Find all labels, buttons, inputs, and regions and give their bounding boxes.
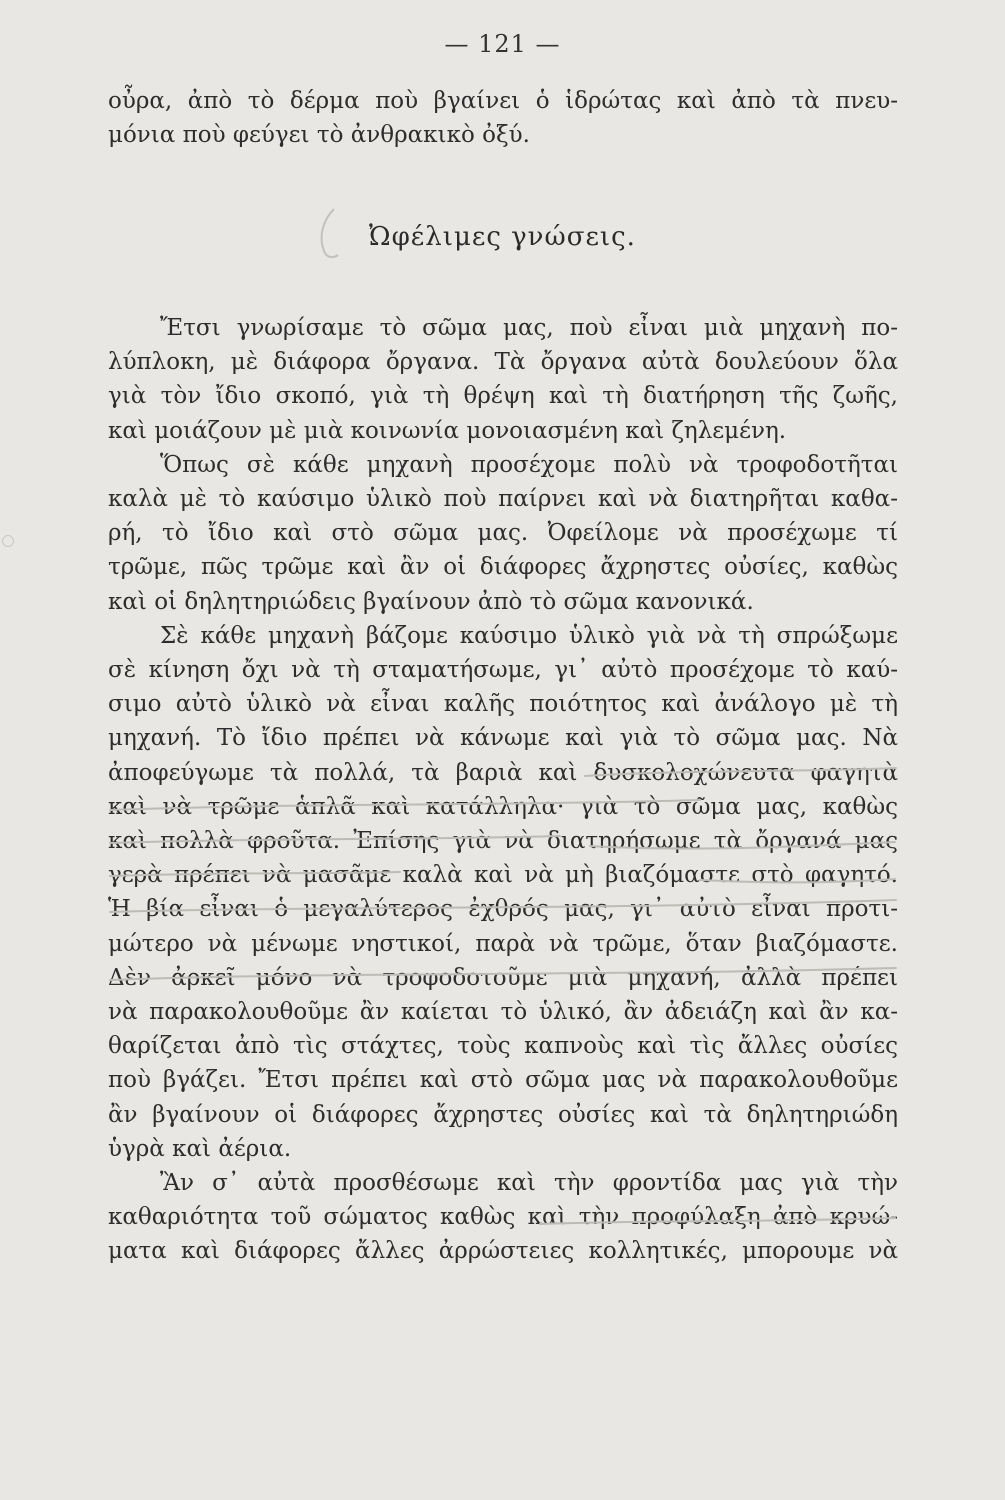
text-line: γιὰ τὸν ἴδιο σκοπό, γιὰ τὴ θρέψη καὶ τὴ διατήρηση τῆς ζωῆς, <box>108 383 898 410</box>
text-line: καὶ μοιάζουν μὲ μιὰ κοινωνία μονοιασμένη καὶ ζηλεμένη. <box>108 417 787 444</box>
text-line: Ὅπως σὲ κάθε μηχανὴ προσέχομε πολὺ νὰ τροφοδοτῆται <box>160 451 898 478</box>
text-line: οὖρα, ἀπὸ τὸ δέρμα ποὺ βγαίνει ὁ ἱδρώτας καὶ ἀπὸ τὰ πνευ- <box>108 88 898 114</box>
text-line: ρή, τὸ ἴδιο καὶ στὸ σῶμα μας. Ὀφείλομε νὰ προσέχωμε τί <box>108 520 898 547</box>
text-line: ἂν βγαίνουν οἱ διάφορες ἄχρηστες οὐσίες καὶ τὰ δηλητηριώδη <box>108 1101 898 1128</box>
page-number: — 121 — <box>444 30 561 58</box>
text-line: γερὰ πρέπει νὰ μασᾶμε καλὰ καὶ νὰ μὴ βιαζόμαστε στὸ φαγητό. <box>108 862 898 889</box>
section-heading: Ὠφέλιμες γνώσεις. <box>369 222 636 252</box>
text-line: Δὲν ἀρκεῖ μόνο νὰ τροφοδοτοῦμε μιὰ μηχανή, ἀλλὰ πρέπει <box>108 964 898 991</box>
text-line: λύπλοκη, μὲ διάφορα ὄργανα. Τὰ ὄργανα αὐτὰ δουλεύουν ὅλα <box>108 349 898 376</box>
text-line: καθαριότητα τοῦ σώματος καθὼς καὶ τὴν προφύλαξη ἀπὸ κρυώ- <box>108 1204 898 1231</box>
text-line: τρῶμε, πῶς τρῶμε καὶ ἂν οἱ διάφορες ἄχρηστες οὐσίες, καθὼς <box>108 554 898 581</box>
text-line: καὶ πολλὰ φροῦτα. Ἐπίσης γιὰ νὰ διατηρήσωμε τὰ ὄργανά μας <box>108 828 898 855</box>
top-paragraph <box>108 84 898 152</box>
text-line: Ἡ βία εἶναι ὁ μεγαλύτερος ἐχθρός μας, γι᾿ αὐτὸ εἶναι προτι- <box>108 896 898 923</box>
text-line: θαρίζεται ἀπὸ τὶς στάχτες, τοὺς καπνοὺς καὶ τὶς ἄλλες οὐσίες <box>108 1033 898 1060</box>
body-text <box>108 311 898 1269</box>
text-line: Σὲ κάθε μηχανὴ βάζομε καύσιμο ὑλικὸ γιὰ νὰ τὴ σπρώξωμε <box>160 622 898 649</box>
text-line: ἀποφεύγωμε τὰ πολλά, τὰ βαριὰ καὶ δυσκολοχώνευτα φαγητὰ <box>108 759 898 786</box>
text-line: καλὰ μὲ τὸ καύσιμο ὑλικὸ ποὺ παίρνει καὶ νὰ διατηρῆται καθα- <box>108 486 898 513</box>
text-line: ματα καὶ διάφορες ἄλλες ἀρρώστειες κολλητικές, μπορουμε νὰ <box>108 1238 898 1265</box>
text-line: μώτερο νὰ μένωμε νηστικοί, παρὰ νὰ τρῶμε, ὅταν βιαζόμαστε. <box>108 930 898 957</box>
text-line: καὶ νὰ τρῶμε ἁπλᾶ καὶ κατάλληλα· γιὰ τὸ σῶμα μας, καθὼς <box>108 793 898 820</box>
text-line: μηχανή. Τὸ ἴδιο πρέπει νὰ κάνωμε καὶ γιὰ τὸ σῶμα μας. Νὰ <box>108 725 898 752</box>
text-line: σὲ κίνηση ὄχι νὰ τὴ σταματήσωμε, γι᾿ αὐτὸ προσέχομε τὸ καύ- <box>108 657 898 684</box>
text-line: Ἂν σ᾿ αὐτὰ προσθέσωμε καὶ τὴν φροντίδα μας γιὰ τὴν <box>160 1170 898 1197</box>
margin-mark-icon <box>2 535 14 547</box>
text-line: σιμο αὐτὸ ὑλικὸ νὰ εἶναι καλῆς ποιότητος καὶ ἀνάλογο μὲ τὴ <box>108 691 898 718</box>
text-line: μόνια ποὺ φεύγει τὸ ἀνθρακικὸ ὀξύ. <box>108 122 530 149</box>
text-line: ποὺ βγάζει. Ἔτσι πρέπει καὶ στὸ σῶμα μας νὰ παρακολουθοῦμε <box>108 1067 898 1094</box>
text-line: καὶ οἱ δηλητηριώδεις βγαίνουν ἀπὸ τὸ σῶμα κανονικά. <box>108 588 754 615</box>
text-line: Ἔτσι γνωρίσαμε τὸ σῶμα μας, ποὺ εἶναι μιὰ μηχανὴ πο- <box>160 315 898 341</box>
text-line: ὑγρὰ καὶ ἀέρια. <box>108 1135 292 1162</box>
text-line: νὰ παρακολουθοῦμε ἂν καίεται τὸ ὑλικό, ἂν ἀδειάζη καὶ ἂν κα- <box>108 999 898 1026</box>
